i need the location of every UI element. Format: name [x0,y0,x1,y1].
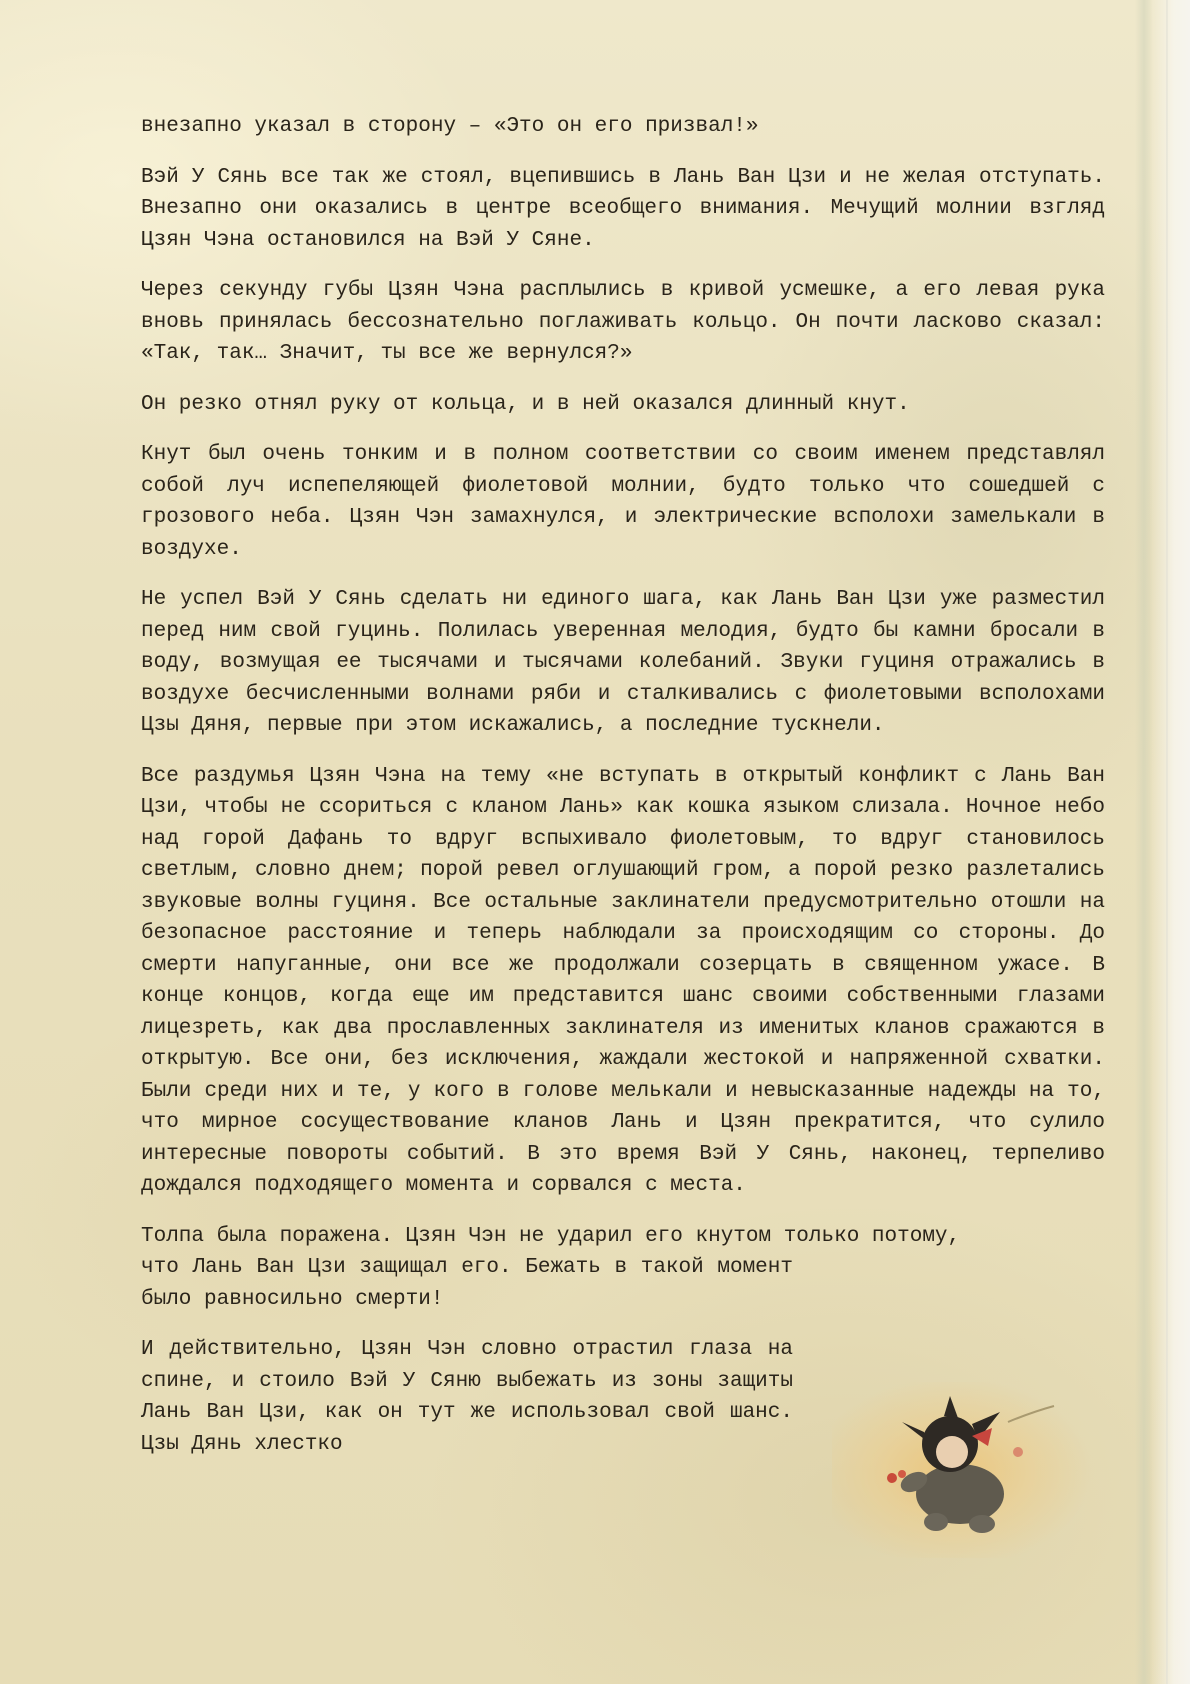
chibi-character-icon [832,1382,1096,1558]
paragraph-3: Через секунду губы Цзян Чэна расплылись в кривой усмешке, а его левая рука вновь принялась бессознательно поглаживать кольцо. Он почти ласково сказал: «Так, так… Значит, ты все же вернулся?» [141,279,1105,365]
paragraph-7: Все раздумья Цзян Чэна на тему «не вступать в открытый конфликт с Лань Ван Цзи, чтобы не ссориться с кланом Лань» как кошка языком слизала. Ночное небо над горой Дафань то вдруг вспыхивало фиолетовым, то вдруг становилось светлым, словно днем; порой ревел оглушающий гром, а порой резко разлетались звуковые волны гуциня. Все остальные заклинатели предусмотрительно отошли на безопасное расстояние и теперь наблюдали за происходящим со стороны. До смерти напуганные, они все же продолжали созерцать в священном ужасе. В конце концов, когда еще им представится шанс своими собственными глазами лицезреть, как два прославленных заклинателя из именитых кланов сражаются в открытую. Все они, без исключения, жаждали жестокой и напряженной схватки. Были среди них и те, у кого в голове мелькали и невысказанные надежды на то, что мирное сосуществование кланов Лань и Цзян прекратится, что сулило интересные повороты событий. В это время Вэй У Сянь, наконец, терпеливо дождался подходящего момента и сорвался с места. [141,764,1105,1197]
chibi-illustration [832,1382,1096,1558]
paragraph-6: Не успел Вэй У Сянь сделать ни единого шага, как Лань Ван Цзи уже разместил перед ним свой гуцинь. Полилась уверенная мелодия, будто бы камни бросали в воду, возмущая ее тысячами и тысячами колебаний. Звуки гуциня отражались в воздухе бесчисленными волнами ряби и сталкивались с фиолетовыми всполохами Цзы Дяня, первые при этом искажались, а последние тускнели. [141,588,1105,737]
paragraph-4: Он резко отнял руку от кольца, и в ней оказался длинный кнут. [141,392,910,416]
paragraph-8 [141,1221,1105,1316]
paragraph-9: И действительно, Цзян Чэн словно отрастил глаза на спине, и стоило Вэй У Сяню выбежать из зоны защиты Лань Ван Цзи, как он тут же использовал свой шанс. Цзы Дянь хлестко [141,1338,793,1456]
paragraph-8-line-1: Толпа была поражена. Цзян Чэн не ударил его кнутом только потому, [141,1224,961,1248]
paragraph-1: внезапно указал в сторону – «Это он его призвал!» [141,115,759,138]
body-text [141,111,1105,1479]
page-edge-shade [1150,0,1190,1684]
paragraph-8-rest: что Лань Ван Цзи защищал его. Бежать в такой момент было равносильно смерти! [141,1256,793,1311]
paragraph-2: Вэй У Сянь все так же стоял, вцепившись в Лань Ван Цзи и не желая отступать. Внезапно они оказались в центре всеобщего внимания. Мечущий молнии взгляд Цзян Чэна остановился на Вэй У Сяне. [141,165,1105,252]
paragraph-5: Кнут был очень тонким и в полном соответствии со своим именем представлял собой луч испепеляющей фиолетовой молнии, будто только что сошедшей с грозового неба. Цзян Чэн замахнулся, и электрические всполохи замелькали в воздухе. [141,443,1105,561]
